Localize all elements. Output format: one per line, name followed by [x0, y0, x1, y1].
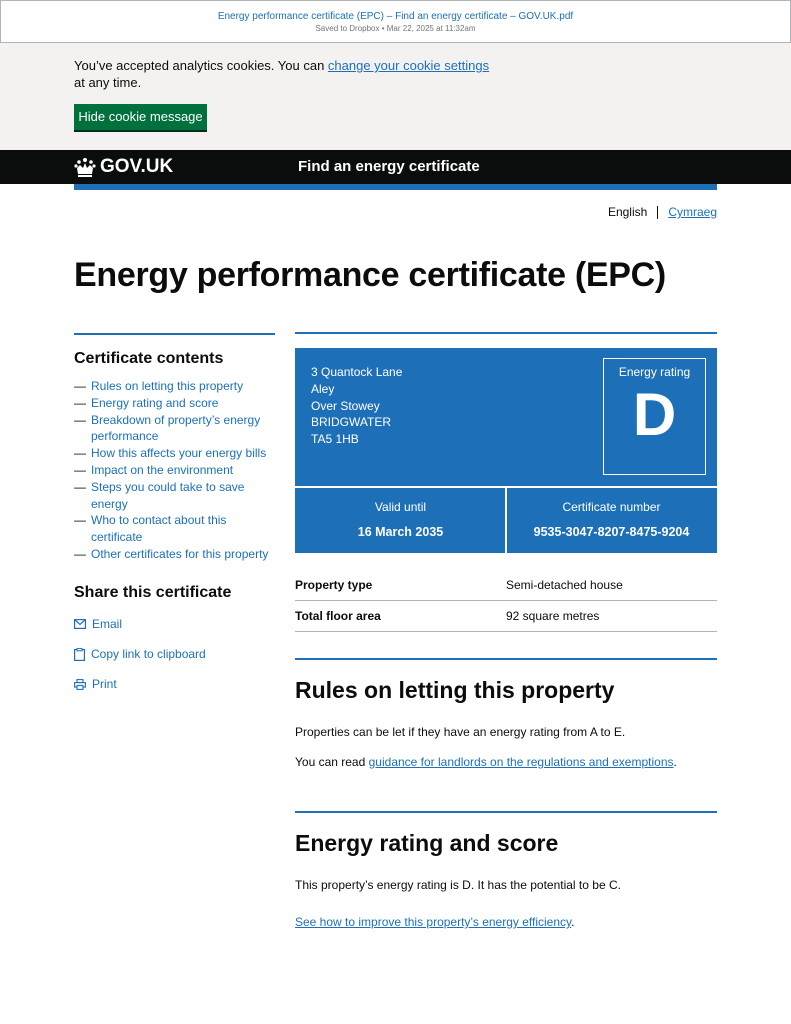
page-title: Energy performance certificate (EPC): [74, 256, 666, 294]
share-email-label: Email: [92, 617, 123, 631]
property-type-value: Semi-detached house: [506, 578, 623, 592]
certificate-contents-nav: [74, 333, 275, 563]
section-rule: [295, 332, 717, 334]
valid-until-value: 16 March 2035: [357, 525, 444, 539]
letting-guidance-end: .: [673, 755, 677, 769]
property-details: [295, 570, 717, 632]
address-line: TA5 1HB: [311, 432, 359, 447]
floor-area-label: Total floor area: [295, 609, 381, 623]
floor-area-value: 92 square metres: [506, 609, 600, 623]
valid-until: [295, 500, 506, 539]
improve-efficiency-end: .: [571, 915, 575, 929]
print-button[interactable]: [74, 677, 117, 691]
contents-link-letting[interactable]: — Rules on letting this property: [74, 378, 275, 395]
share-email-link[interactable]: [74, 617, 122, 631]
rating-heading: Energy rating and score: [295, 830, 559, 856]
section-rule: [295, 811, 717, 813]
property-address: [311, 364, 402, 448]
dropbox-header: [0, 0, 791, 43]
address-line: BRIDGWATER: [311, 415, 391, 430]
contents-link-bills[interactable]: — How this affects your energy bills: [74, 445, 275, 462]
printer-icon: [74, 679, 86, 690]
cookie-text-before: You’ve accepted analytics cookies. You can: [74, 58, 328, 73]
language-current: English: [607, 205, 648, 219]
energy-rating-box: [603, 358, 706, 475]
share-heading: Share this certificate: [74, 584, 232, 601]
address-line: Aley: [311, 381, 335, 396]
print-label: Print: [92, 677, 117, 691]
improve-efficiency-link[interactable]: See how to improve this property’s energy efficiency: [295, 915, 572, 929]
language-welsh-link[interactable]: Cymraeg: [668, 205, 717, 219]
contents-link-environment[interactable]: — Impact on the environment: [74, 462, 275, 479]
energy-rating-label: Energy rating: [618, 365, 691, 379]
logo-text: GOV.UK: [100, 156, 174, 177]
section-rule: [295, 658, 717, 660]
copy-link-button[interactable]: [74, 647, 206, 661]
saved-info: Saved to Dropbox • Mar 22, 2025 at 11:32am: [315, 24, 476, 33]
valid-until-label: Valid until: [374, 500, 427, 514]
language-switcher: [608, 205, 717, 219]
letting-heading: Rules on letting this property: [295, 677, 615, 703]
letting-guidance: [295, 755, 717, 769]
cookie-text-after: at any time.: [74, 75, 142, 90]
contents-list: [74, 378, 275, 563]
table-row: [295, 601, 717, 632]
energy-rating-value: D: [632, 381, 677, 448]
hide-cookie-button[interactable]: Hide cookie message: [74, 104, 207, 130]
contents-heading: Certificate contents: [74, 350, 224, 367]
letting-paragraph: Properties can be let if they have an energy rating from A to E.: [295, 725, 626, 739]
address-line: Over Stowey: [311, 398, 380, 413]
contents-link-steps[interactable]: — Steps you could take to save energy: [74, 479, 275, 513]
crown-icon: [74, 157, 96, 177]
address-line: 3 Quantock Lane: [311, 365, 403, 379]
header-underline: [74, 184, 717, 190]
cookie-settings-link[interactable]: change your cookie settings: [327, 58, 490, 73]
certificate-summary: [295, 348, 717, 553]
table-row: [295, 570, 717, 601]
clipboard-icon: [74, 648, 85, 661]
certificate-number-value: 9535-3047-8207-8475-9204: [533, 525, 690, 539]
envelope-icon: [74, 619, 86, 629]
rating-paragraph: This property’s energy rating is D. It has the potential to be C.: [295, 878, 621, 892]
contents-link-contact[interactable]: — Who to contact about this certificate: [74, 512, 275, 546]
contents-link-rating[interactable]: — Energy rating and score: [74, 395, 275, 412]
letting-guidance-text: You can read: [295, 755, 369, 769]
language-divider: [657, 206, 658, 219]
govuk-header: [0, 150, 791, 184]
copy-link-label: Copy link to clipboard: [91, 647, 206, 661]
property-type-label: Property type: [295, 578, 373, 592]
certificate-number-label: Certificate number: [562, 500, 661, 514]
landlord-guidance-link[interactable]: guidance for landlords on the regulations and exemptions: [368, 755, 674, 769]
document-title[interactable]: Energy performance certificate (EPC) – Find an energy certificate – GOV.UK.pdf: [217, 11, 574, 22]
service-name[interactable]: Find an energy certificate: [298, 158, 480, 175]
govuk-logo[interactable]: [74, 156, 173, 178]
improve-efficiency: [295, 915, 717, 929]
cookie-banner: [0, 43, 791, 150]
cookie-message: [74, 57, 494, 91]
certificate-number: [506, 500, 717, 539]
contents-link-other-certificates[interactable]: — Other certificates for this property: [74, 546, 275, 563]
contents-link-breakdown[interactable]: — Breakdown of property’s energy performance: [74, 412, 275, 446]
